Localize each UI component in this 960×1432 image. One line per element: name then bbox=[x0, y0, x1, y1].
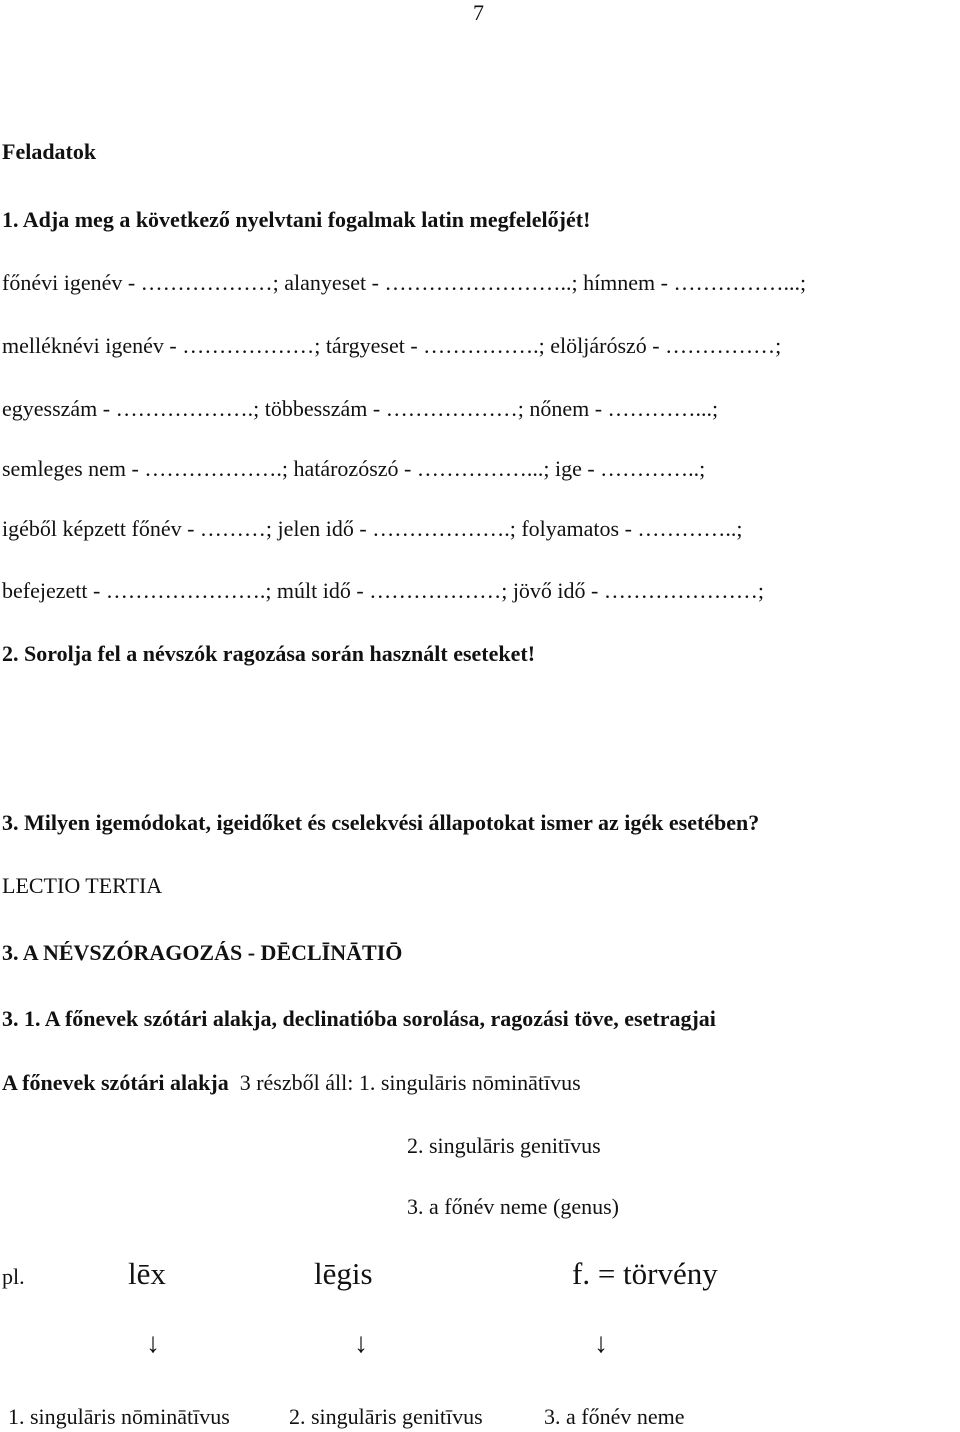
example-label-gender: 3. a főnév neme bbox=[544, 1404, 685, 1429]
dictionary-form-item-2: 2. singulāris genitīvus bbox=[407, 1133, 601, 1158]
section-title: 3. A NÉVSZÓRAGOZÁS - DĒCLĪNĀTIŌ bbox=[2, 940, 403, 965]
example-prefix: pl. bbox=[2, 1264, 25, 1289]
subsection-title: 3. 1. A főnevek szótári alakja, declinatióba sorolása, ragozási töve, esetragjai bbox=[2, 1006, 716, 1031]
example-label-nominative: 1. singulāris nōminātīvus bbox=[8, 1404, 230, 1429]
dictionary-form-rest: 3 részből áll: 1. singulāris nōminātīvus bbox=[239, 1070, 581, 1095]
dictionary-form-item-3: 3. a főnév neme (genus) bbox=[407, 1194, 619, 1219]
task1-line: semleges nem - ……………….; határozószó - ……………...; ige - …………..; bbox=[2, 456, 706, 481]
task1-line: igéből képzett főnév - ………; jelen idő - ……………….; folyamatos - …………..; bbox=[2, 516, 743, 541]
example-word-genitive: lēgis bbox=[314, 1256, 373, 1291]
task1-line: befejezett - ………………….; múlt idő - ………………; jövő idő - …………………; bbox=[2, 578, 764, 603]
task1-line: egyesszám - ……………….; többesszám - ………………; nőnem - …………...; bbox=[2, 396, 719, 421]
lectio-title: LECTIO TERTIA bbox=[2, 873, 163, 898]
dictionary-form-lead: A főnevek szótári alakja bbox=[2, 1070, 229, 1095]
heading-feladatok: Feladatok bbox=[2, 139, 97, 164]
down-arrow-icon: ↓ bbox=[594, 1328, 608, 1359]
example-label-genitive: 2. singulāris genitīvus bbox=[289, 1404, 483, 1429]
task1-line: melléknévi igenév - ………………; tárgyeset - …………….; elöljárószó - ……………; bbox=[2, 333, 782, 358]
task2-title: 2. Sorolja fel a névszók ragozása során használt eseteket! bbox=[2, 641, 536, 666]
dictionary-form-intro bbox=[2, 1072, 581, 1094]
task1-title: 1. Adja meg a következő nyelvtani fogalmak latin megfelelőjét! bbox=[2, 207, 591, 232]
down-arrow-icon: ↓ bbox=[354, 1328, 368, 1359]
down-arrow-icon: ↓ bbox=[146, 1328, 160, 1359]
example-word-gender-meaning: f. = törvény bbox=[572, 1256, 718, 1291]
example-word-nominative: lēx bbox=[128, 1256, 166, 1291]
page-number: 7 bbox=[473, 0, 484, 25]
task3-title: 3. Milyen igemódokat, igeidőket és cselekvési állapotokat ismer az igék esetében? bbox=[2, 810, 760, 835]
task1-line: főnévi igenév - ………………; alanyeset - ……………………..; hímnem - ……………...; bbox=[2, 270, 807, 295]
